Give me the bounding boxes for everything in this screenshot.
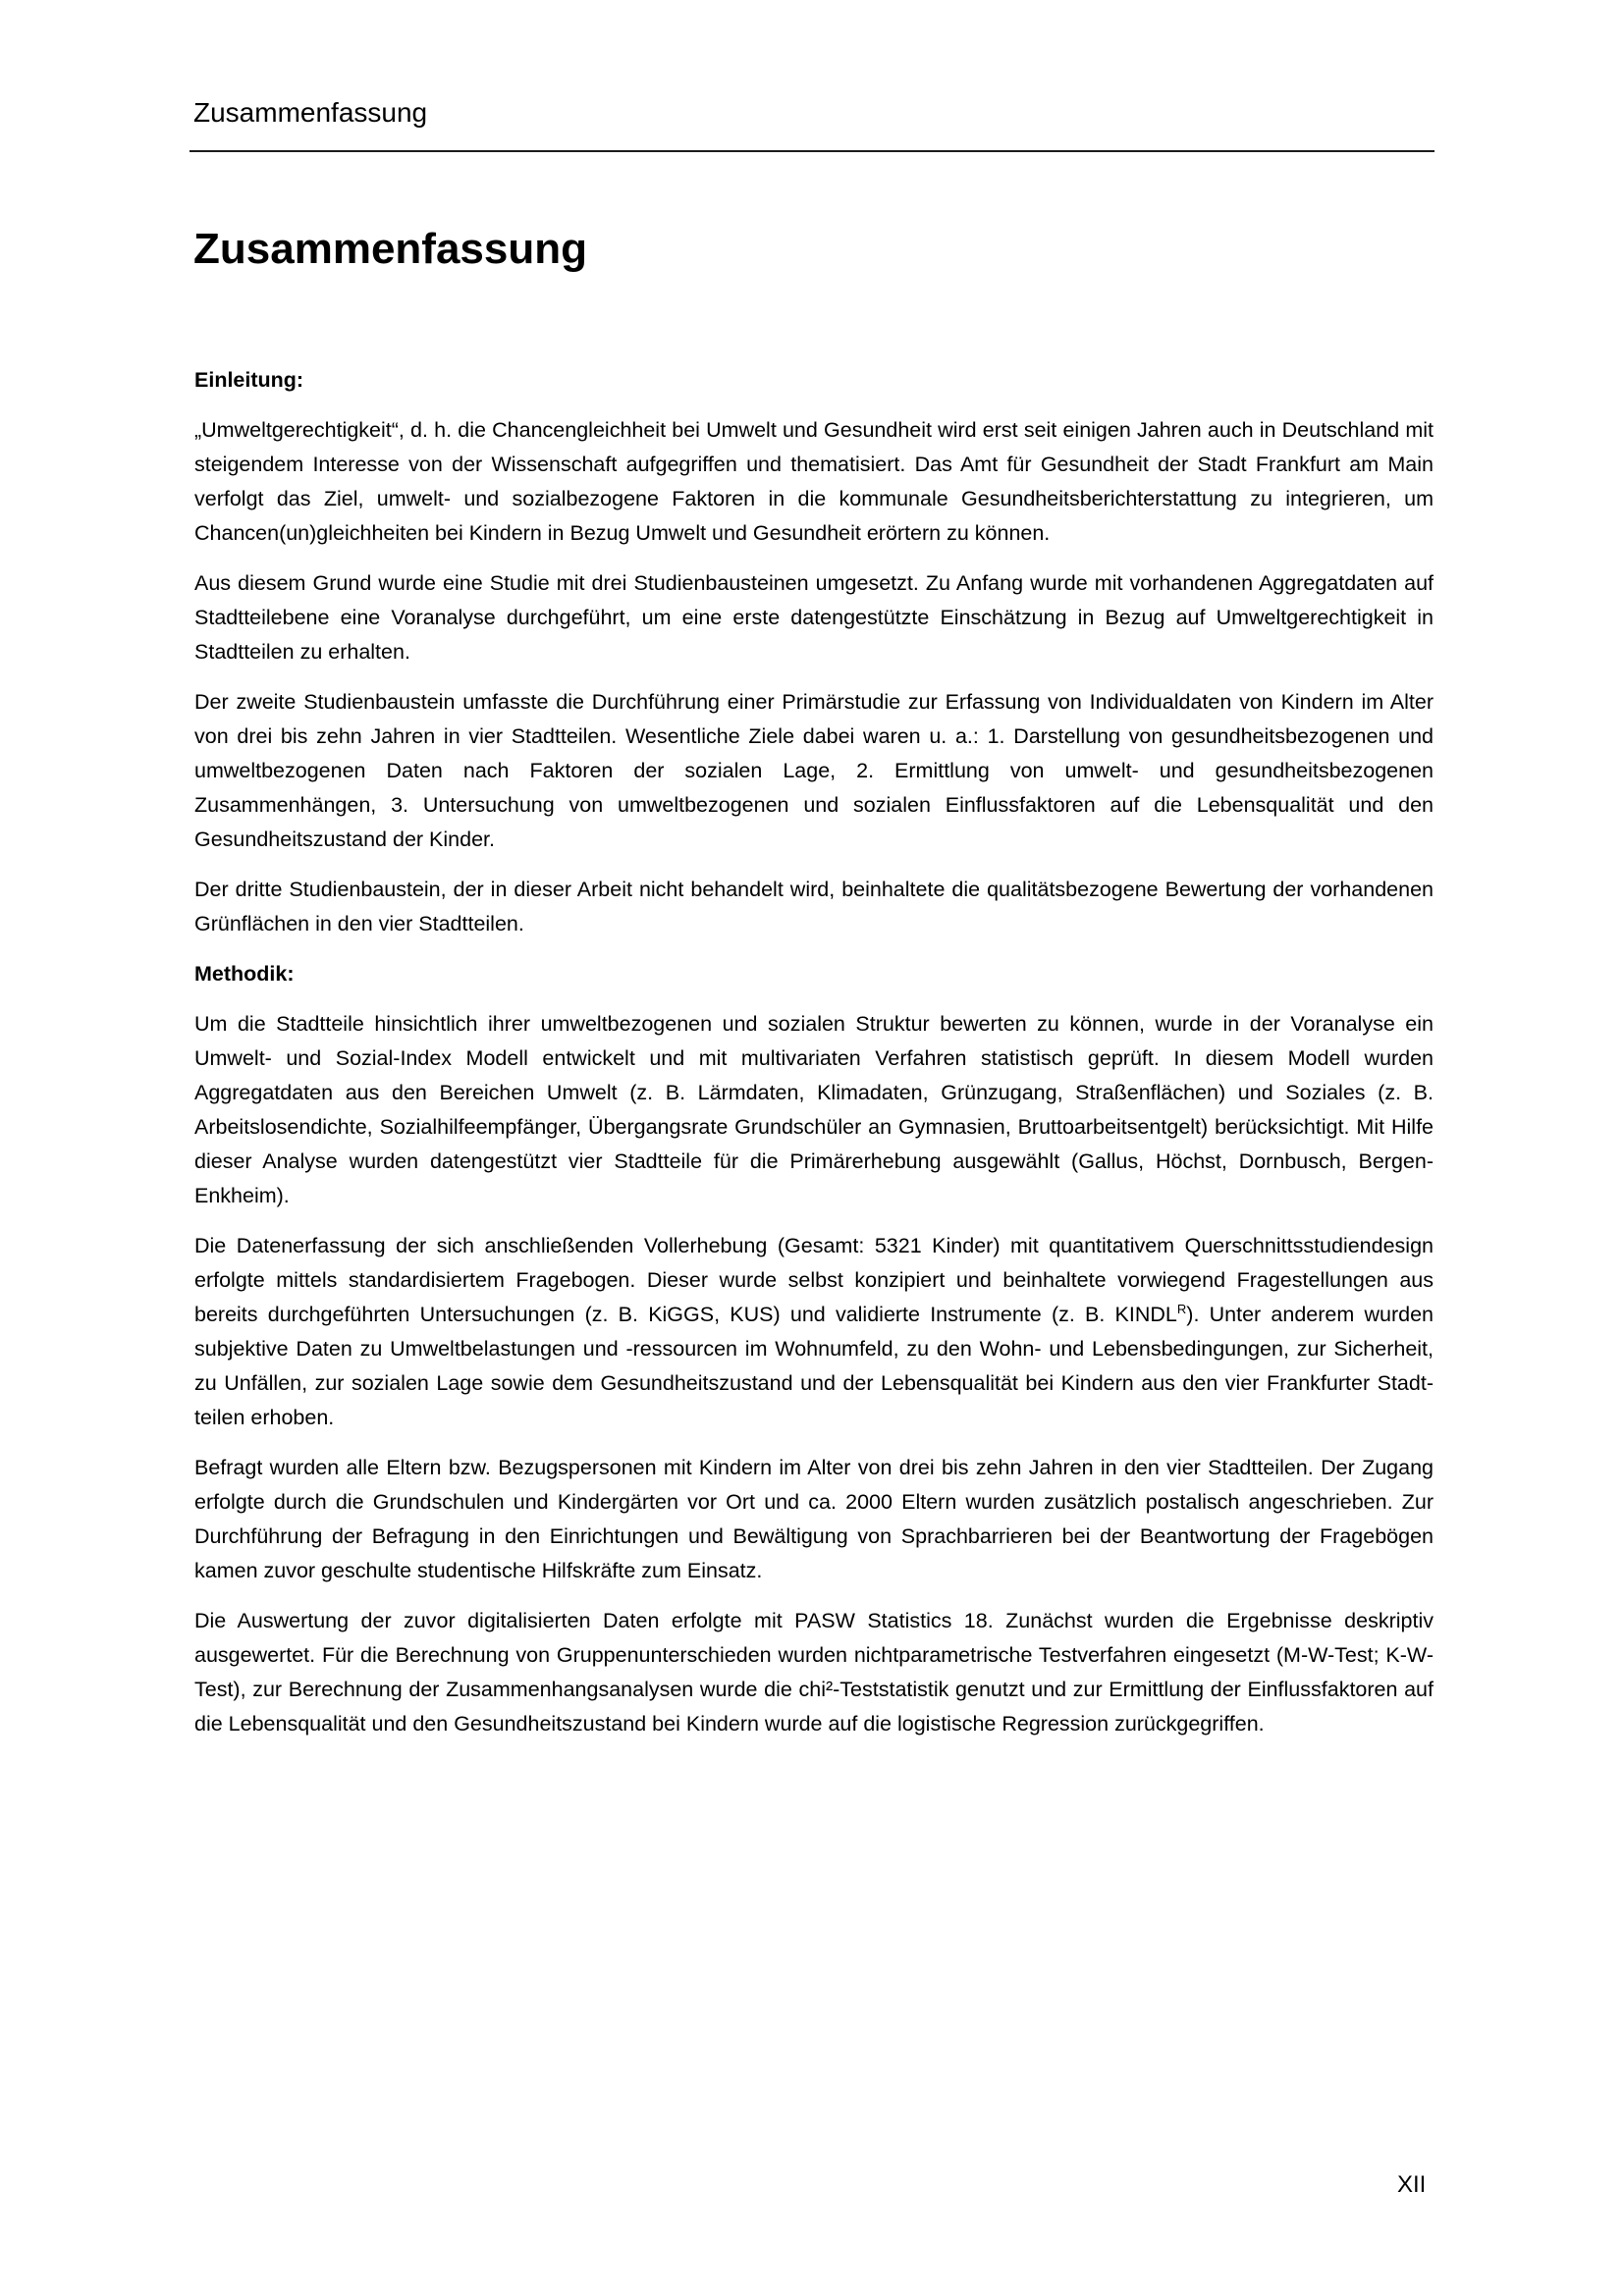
section-einleitung — [194, 363, 1434, 941]
section-heading-einleitung: Einleitung: — [194, 368, 304, 392]
paragraph: Der dritte Studienbaustein, der in dieser Arbeit nicht behandelt wird, beinhaltete die qualitätsbezogene Bewertung der vorhandenen Grünflächen in den vier Stadtteilen. — [194, 878, 1434, 935]
paragraph-text: ). Unter anderem wurden subjektive Daten zu Umweltbelastungen und -ressourcen im Wohnumfeld, zu den Wohn- und Lebensbedingungen, zur Sicherheit, zu Unfällen, zur sozialen Lage sowie dem Gesundheitszustand und der Lebensqualität bei Kindern aus den vier Frankfurter Stadtteilen erhoben. — [194, 1303, 1434, 1429]
paragraph-with-superscript — [194, 1229, 1434, 1435]
paragraph: Aus diesem Grund wurde eine Studie mit drei Studienbausteinen umgesetzt. Zu Anfang wurde mit vorhandenen Aggregatdaten auf Stadtteilebene eine Voranalyse durchgeführt, um eine erste datengestützte Einschätzung in Bezug auf Umweltgerechtigkeit in Stadtteilen zu erhalten. — [194, 571, 1434, 664]
section-heading-methodik: Methodik: — [194, 962, 295, 986]
paragraph: Befragt wurden alle Eltern bzw. Bezugspersonen mit Kindern im Alter von drei bis zehn Jahren in den vier Stadtteilen. Der Zugang erfolgte durch die Grundschulen und Kindergärten vor Ort und ca. 2000 Eltern wurden zusätzlich postalisch angeschrieben. Zur Durchführung der Befragung in den Einrichtungen und Bewältigung von Sprachbarrieren bei der Beantwortung der Fragebögen kamen zuvor geschulte studentische Hilfskräfte zum Einsatz. — [194, 1456, 1434, 1582]
page-title: Zusammenfassung — [193, 225, 587, 273]
running-header: Zusammenfassung — [193, 97, 428, 128]
page-body — [194, 363, 1434, 1757]
registered-superscript: R — [1176, 1302, 1187, 1316]
paragraph: Um die Stadtteile hinsichtlich ihrer umweltbezogenen und sozialen Struktur bewerten zu können, wurde in der Voranalyse ein Umwelt- und Sozial-Index Modell entwickelt und mit multivariaten Verfahren statistisch geprüft. In diesem Modell wurden Aggregatdaten aus den Bereichen Umwelt (z. B. Lärmdaten, Klimadaten, Grünzugang, Straßenflächen) und Soziales (z. B. Arbeitslosendichte, Sozialhilfeempfänger, Übergangsrate Grundschüler an Gymnasien, Bruttoarbeitsentgelt) berücksichtigt. Mit Hilfe dieser Analyse wurden datengestützt vier Stadtteile für die Primärerhebung ausgewählt (Gallus, Höchst, Dornbusch, Bergen-Enkheim). — [194, 1012, 1434, 1207]
page-number: XII — [1397, 2171, 1427, 2198]
paragraph: „Umweltgerechtigkeit“, d. h. die Chancengleichheit bei Umwelt und Gesundheit wird erst seit einigen Jahren auch in Deutschland mit steigendem Interesse von der Wissenschaft aufgegriffen und thematisiert. Das Amt für Gesundheit der Stadt Frankfurt am Main verfolgt das Ziel, umwelt- und sozialbezogene Faktoren in die kommunale Gesundheitsberichterstattung zu integrieren, um Chancen(un)gleichheiten bei Kindern in Bezug Umwelt und Gesundheit erörtern zu können. — [194, 418, 1434, 545]
header-rule — [189, 150, 1435, 152]
section-methodik — [194, 957, 1434, 1741]
paragraph: Der zweite Studienbaustein umfasste die Durchführung einer Primärstudie zur Erfassung von Individualdaten von Kindern im Alter von drei bis zehn Jahren in vier Stadtteilen. Wesentliche Ziele dabei waren u. a.: 1. Darstellung von gesundheitsbezogenen und umweltbezogenen Daten nach Faktoren der sozialen Lage, 2. Ermittlung von umwelt- und gesundheitsbezogenen Zusammenhängen, 3. Untersuchung von umweltbezogenen und sozialen Einflussfaktoren auf die Lebensqualität und den Gesundheitszustand der Kinder. — [194, 690, 1434, 851]
paragraph: Die Auswertung der zuvor digitalisierten Daten erfolgte mit PASW Statistics 18. Zunächst wurden die Ergebnisse deskriptiv ausgewertet. Für die Berechnung von Gruppenunterschieden wurden nichtparametrische Testverfahren eingesetzt (M-W-Test; K-W-Test), zur Berechnung der Zusammenhangsanalysen wurde die chi²-Teststatistik genutzt und zur Ermittlung der Einflussfaktoren auf die Lebensqualität und den Gesundheitszustand bei Kindern wurde auf die logistische Regression zurückgegriffen. — [194, 1609, 1434, 1735]
paragraph-text: Die Datenerfassung der sich anschließenden Vollerhebung (Gesamt: 5321 Kinder) mit quantitativem Querschnittsstudiendesign erfolgte mittels standardisiertem Fragebogen. Dieser wurde selbst konzipiert und beinhaltete vorwiegend Fragestellungen aus bereits durchgeführten Untersuchungen (z. B. KiGGS, KUS) und validierte Instrumente (z. B. KINDL — [194, 1234, 1434, 1326]
